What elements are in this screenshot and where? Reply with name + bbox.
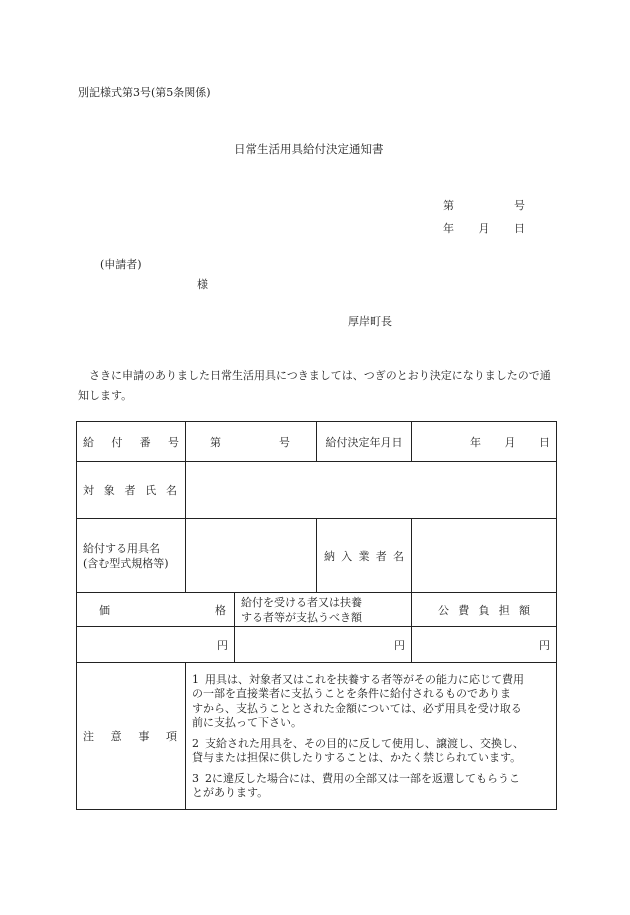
- date-month: 月: [478, 222, 490, 235]
- public-burden-label: 公 費 負 担 額: [412, 593, 557, 627]
- table-row-amount-labels: [77, 593, 557, 627]
- note-item: 3 2に違反した場合には、費用の全部又は一部を返還してもらうこ とがあります。: [192, 771, 520, 799]
- note-item: 1 用具は、対象者又はこれを扶養する者等がその能力に応じて費用 の一部を直接業者に支払うことを条件に給付されるものでありま すから、支払うこととされた金額については、必ず用具を受け取る 前に支払って下さい。: [192, 672, 524, 729]
- applicant-label: (申請者): [100, 258, 142, 271]
- supplier-name-label: 納 入 業 者 名: [317, 519, 412, 593]
- recipient-name-label: 対 象 者 氏 名: [77, 462, 186, 519]
- honorific-sama: 様: [197, 278, 208, 291]
- notes-label: 注 意 事 項: [77, 663, 186, 810]
- number-prefix: 第: [443, 199, 454, 212]
- price-value-cell: 円: [77, 627, 235, 663]
- table-row-item: [77, 519, 557, 593]
- item-name-label: 給付する用具名 (含む型式規格等): [77, 519, 186, 593]
- supplier-name-cell: [412, 519, 557, 593]
- table-row-grant-number: [77, 422, 557, 462]
- recipient-name-cell: [186, 462, 557, 519]
- intro-text: さきに申請のありました日常生活用具につきましては、つぎのとおり決定になりましたので通知します。: [78, 369, 551, 402]
- decision-date-label: 給付決定年月日: [317, 422, 412, 462]
- table-row-amounts: [77, 627, 557, 663]
- table-row-notes: [77, 663, 557, 810]
- public-burden-value-cell: 円: [412, 627, 557, 663]
- decision-date-cell: 年 月 日: [412, 422, 557, 462]
- price-label: 価 格: [77, 593, 235, 627]
- grant-number-cell: 第 号: [186, 422, 317, 462]
- item-name-cell: [186, 519, 317, 593]
- document-date-line: [443, 220, 525, 236]
- notes-cell: [186, 663, 557, 810]
- issuer-name: 厚岸町長: [348, 315, 392, 328]
- form-label: 別記様式第3号(第5条関係): [78, 86, 211, 99]
- date-year: 年: [443, 222, 454, 235]
- table-row-recipient: [77, 462, 557, 519]
- grant-number-label: 給 付 番 号: [77, 422, 186, 462]
- note-item: 2 支給された用具を、その目的に反して使用し、譲渡し、交換し、 貸与または担保に供したりすることは、かたく禁じられています。: [192, 736, 524, 764]
- number-suffix: 号: [514, 199, 525, 212]
- self-pay-value-cell: 円: [235, 627, 412, 663]
- document-number-line: [443, 197, 525, 213]
- grant-table: [76, 421, 557, 810]
- self-pay-label: 給付を受ける者又は扶養 する者等が支払うべき額: [235, 593, 412, 627]
- date-day: 日: [514, 222, 525, 235]
- document-title: 日常生活用具給付決定通知書: [234, 142, 384, 156]
